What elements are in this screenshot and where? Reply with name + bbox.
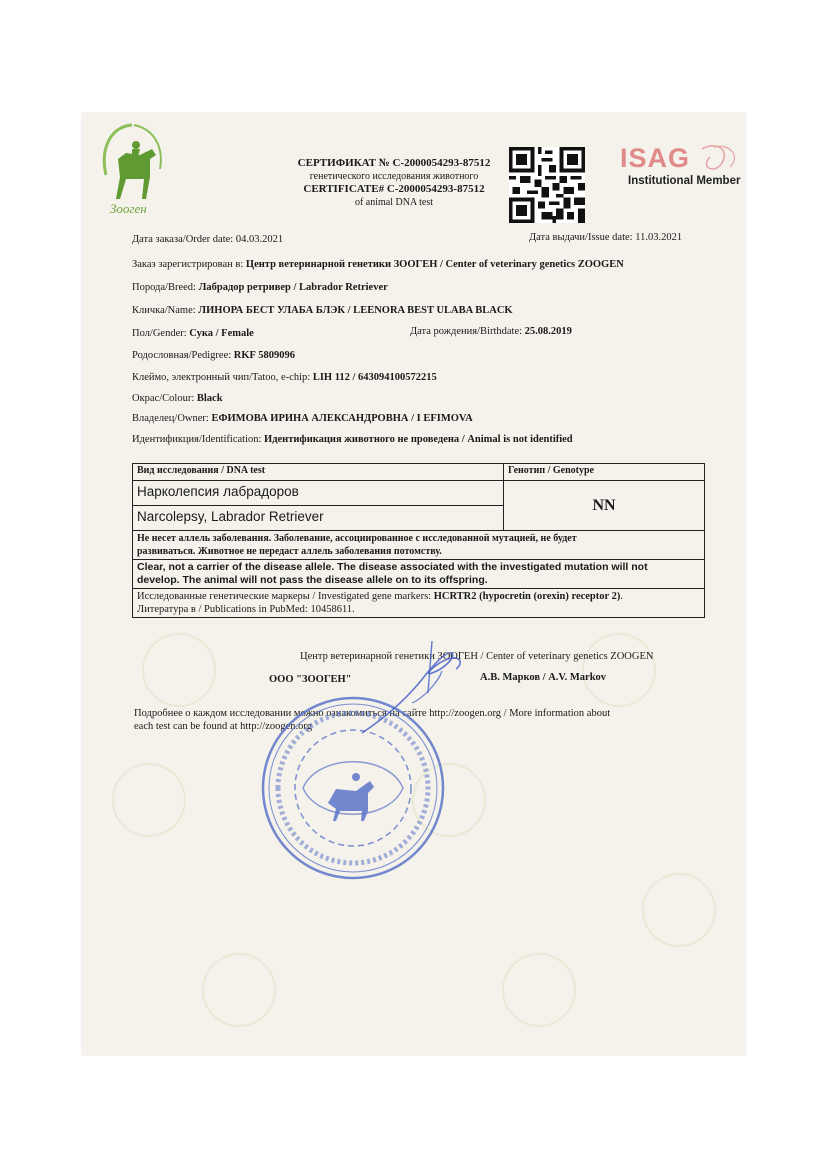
table-header-row xyxy=(133,464,705,481)
test-name-en: Narcolepsy, Labrador Retriever xyxy=(133,506,504,531)
qr-code-icon xyxy=(509,147,585,223)
footer-company: ООО "ЗООГЕН" xyxy=(269,674,352,685)
footer-director: А.В. Марков / A.V. Markov xyxy=(480,672,607,683)
subtitle-ru: генетического исследования животного xyxy=(309,171,479,182)
gender-field: Пол/Gender: Сука / Female xyxy=(132,328,254,339)
colour-field: Окрас/Colour: Black xyxy=(132,393,223,404)
more-info-text: Подробнее о каждом исследовании можно ознакомиться на сайте http://zoogen.org / More information about each test can be found at http://zoogen.org xyxy=(134,708,611,732)
result-note-ru: Не несет аллель заболевания. Заболевание, ассоциированное с исследованной мутацией, не будет развиваться. Животное не передаст аллель заболевания потомству. xyxy=(133,531,705,560)
breed-field: Порода/Breed: Лабрадор ретривер / Labrador Retriever xyxy=(132,282,388,293)
identification-field: Идентификция/Identification: Идентификация животного не проведена / Animal is not identified xyxy=(132,434,573,445)
table-row xyxy=(133,481,705,506)
isag-member-text: Institutional Member xyxy=(628,175,741,187)
certificate-title xyxy=(286,157,502,209)
watermark-mark xyxy=(642,873,716,947)
test-name-ru: Нарколепсия лабрадоров xyxy=(133,481,504,506)
subtitle-en: of animal DNA test xyxy=(354,197,434,208)
title-en: CERTIFICATE# C-2000054293-87512 xyxy=(303,183,485,195)
results-table xyxy=(132,463,705,618)
genotype-value: NN xyxy=(504,481,705,531)
registered-field: Заказ зарегистрирован в: Центр ветеринарной генетики ЗООГЕН / Center of veterinary genetics ZOOGEN xyxy=(132,259,624,270)
col-header-genotype: Генотип / Genotype xyxy=(504,464,705,481)
col-header-test: Вид исследования / DNA test xyxy=(133,464,504,481)
watermark-mark xyxy=(202,953,276,1027)
certificate-page xyxy=(82,113,745,1055)
watermark-mark xyxy=(112,763,186,837)
result-note-en: Clear, not a carrier of the disease allele. The disease associated with the investigated mutation will not develop. The animal will not pass the disease allele on to its offspring. xyxy=(133,560,705,589)
chip-field: Клеймо, электронный чип/Tatoo, e-chip: LIH 112 / 643094100572215 xyxy=(132,372,437,383)
footer-center: Центр ветеринарной генетики ЗООГЕН / Center of veterinary genetics ZOOGEN xyxy=(300,651,654,662)
pedigree-field: Родословная/Pedigree: RKF 5809096 xyxy=(132,350,295,361)
table-row xyxy=(133,589,705,618)
isag-wordmark: ISAG xyxy=(620,143,691,173)
signature-icon xyxy=(352,633,482,743)
table-row xyxy=(133,531,705,560)
watermark-mark xyxy=(502,953,576,1027)
pubmed-reference: Литература в / Publications in PubMed: 10458611. xyxy=(137,604,355,615)
owner-field: Владелец/Owner: ЕФИМОВА ИРИНА АЛЕКСАНДРОВНА / I EFIMOVA xyxy=(132,413,473,424)
gene-markers: Исследованные генетические маркеры / Investigated gene markers: HCRTR2 (hypocretin (orexin) receptor 2). Литература в / Publications in PubMed: 10458611. xyxy=(133,589,705,618)
title-ru: СЕРТИФИКАТ № C-2000054293-87512 xyxy=(297,157,491,169)
table-row xyxy=(133,560,705,589)
issue-date: Дата выдачи/Issue date: 11.03.2021 xyxy=(529,232,683,243)
birthdate-field: Дата рождения/Birthdate: 25.08.2019 xyxy=(410,326,572,337)
order-date: Дата заказа/Order date: 04.03.2021 xyxy=(132,234,284,245)
watermark-mark xyxy=(142,633,216,707)
watermark-mark xyxy=(582,633,656,707)
name-field: Кличка/Name: ЛИНОРА БЕСТ УЛАБА БЛЭК / LEENORA BEST ULABA BLACK xyxy=(132,305,513,316)
logo-text: Зооген xyxy=(110,201,147,216)
